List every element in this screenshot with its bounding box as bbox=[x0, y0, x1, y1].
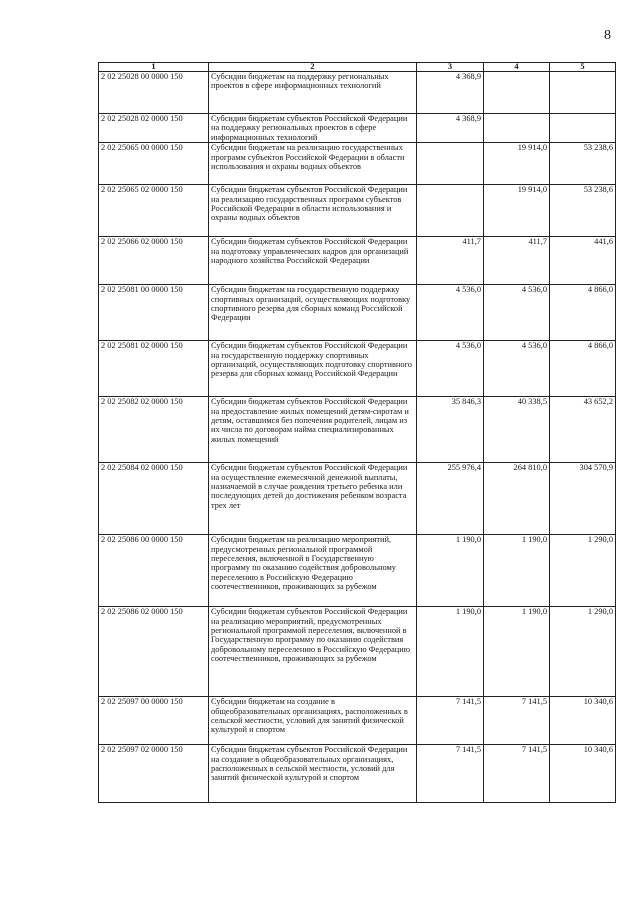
cell-v5: 304 570,9 bbox=[550, 463, 616, 535]
cell-v3: 7 141,5 bbox=[417, 745, 484, 803]
cell-code: 2 02 25028 02 0000 150 bbox=[99, 114, 209, 143]
cell-desc: Субсидии бюджетам субъектов Российской Федерации на осуществление ежемесячной денежной выплаты, назначаемой в случае рождения третьего ребенка или последующих детей до достижения ребенком возраста трех лет bbox=[209, 463, 417, 535]
cell-v4 bbox=[484, 114, 550, 143]
table-row bbox=[99, 114, 616, 143]
cell-code: 2 02 25082 02 0000 150 bbox=[99, 397, 209, 463]
cell-v3: 411,7 bbox=[417, 237, 484, 285]
column-header: 3 bbox=[417, 63, 484, 72]
cell-v3 bbox=[417, 143, 484, 185]
cell-v5: 4 866,0 bbox=[550, 341, 616, 397]
table-row bbox=[99, 535, 616, 607]
cell-v4: 1 190,0 bbox=[484, 607, 550, 697]
table-body bbox=[99, 72, 616, 803]
cell-desc: Субсидии бюджетам субъектов Российской Федерации на государственную поддержку спортивных организаций, осуществляющих подготовку спортивного резерва для сборных команд Российской Федерации bbox=[209, 341, 417, 397]
cell-v5 bbox=[550, 114, 616, 143]
cell-code: 2 02 25065 00 0000 150 bbox=[99, 143, 209, 185]
cell-v5: 43 652,2 bbox=[550, 397, 616, 463]
table-row bbox=[99, 463, 616, 535]
cell-desc: Субсидии бюджетам субъектов Российской Федерации на создание в общеобразовательных организациях, расположенных в сельской местности, условий для занятий физической культурой и спортом bbox=[209, 745, 417, 803]
table-header-row bbox=[99, 63, 616, 72]
cell-v4: 4 536,0 bbox=[484, 285, 550, 341]
table-row bbox=[99, 72, 616, 114]
table-row bbox=[99, 185, 616, 237]
cell-code: 2 02 25065 02 0000 150 bbox=[99, 185, 209, 237]
cell-desc: Субсидии бюджетам на реализацию государственных программ субъектов Российской Федерации в области использования и охраны водных объектов bbox=[209, 143, 417, 185]
cell-v5: 10 340,6 bbox=[550, 745, 616, 803]
column-header: 2 bbox=[209, 63, 417, 72]
column-header: 5 bbox=[550, 63, 616, 72]
cell-v3: 4 368,9 bbox=[417, 72, 484, 114]
cell-v3: 4 536,0 bbox=[417, 285, 484, 341]
table-row bbox=[99, 143, 616, 185]
cell-code: 2 02 25086 00 0000 150 bbox=[99, 535, 209, 607]
cell-v3: 1 190,0 bbox=[417, 607, 484, 697]
cell-v4: 19 914,0 bbox=[484, 185, 550, 237]
cell-desc: Субсидии бюджетам субъектов Российской Федерации на предоставление жилых помещений детям-сиротам и детям, оставшимся без попечения родителей, лицам из их числа по договорам найма специализированных жилых помещений bbox=[209, 397, 417, 463]
cell-v3: 35 846,3 bbox=[417, 397, 484, 463]
cell-v4: 4 536,0 bbox=[484, 341, 550, 397]
cell-desc: Субсидии бюджетам на поддержку региональных проектов в сфере информационных технологий bbox=[209, 72, 417, 114]
cell-desc: Субсидии бюджетам субъектов Российской Федерации на подготовку управленческих кадров для организаций народного хозяйства Российской Федерации bbox=[209, 237, 417, 285]
cell-v3: 4 368,9 bbox=[417, 114, 484, 143]
cell-v5: 10 340,6 bbox=[550, 697, 616, 745]
cell-v3 bbox=[417, 185, 484, 237]
table-row bbox=[99, 745, 616, 803]
column-header: 1 bbox=[99, 63, 209, 72]
table-row bbox=[99, 341, 616, 397]
table-row bbox=[99, 397, 616, 463]
cell-v4: 1 190,0 bbox=[484, 535, 550, 607]
cell-code: 2 02 25066 02 0000 150 bbox=[99, 237, 209, 285]
cell-v4: 411,7 bbox=[484, 237, 550, 285]
cell-v4: 40 338,5 bbox=[484, 397, 550, 463]
cell-v4 bbox=[484, 72, 550, 114]
page-number: 8 bbox=[604, 28, 611, 43]
cell-code: 2 02 25084 02 0000 150 bbox=[99, 463, 209, 535]
cell-desc: Субсидии бюджетам субъектов Российской Федерации на реализацию мероприятий, предусмотренных региональной программой переселения, включенной в Государственную программу по оказанию содействия добровольному переселению в Российскую Федерацию соотечественников, проживающих за рубежом bbox=[209, 607, 417, 697]
cell-v4: 7 141,5 bbox=[484, 697, 550, 745]
cell-code: 2 02 25097 00 0000 150 bbox=[99, 697, 209, 745]
table-row bbox=[99, 285, 616, 341]
column-header: 4 bbox=[484, 63, 550, 72]
cell-code: 2 02 25097 02 0000 150 bbox=[99, 745, 209, 803]
cell-v5: 441,6 bbox=[550, 237, 616, 285]
cell-v3: 4 536,0 bbox=[417, 341, 484, 397]
cell-code: 2 02 25081 00 0000 150 bbox=[99, 285, 209, 341]
cell-code: 2 02 25086 02 0000 150 bbox=[99, 607, 209, 697]
cell-desc: Субсидии бюджетам субъектов Российской Федерации на реализацию государственных программ субъектов Российской Федерации в области использования и охраны водных объектов bbox=[209, 185, 417, 237]
cell-desc: Субсидии бюджетам субъектов Российской Федерации на поддержку региональных проектов в сфере информационных технологий bbox=[209, 114, 417, 143]
cell-code: 2 02 25081 02 0000 150 bbox=[99, 341, 209, 397]
table-row bbox=[99, 607, 616, 697]
budget-table bbox=[98, 62, 616, 803]
cell-v4: 7 141,5 bbox=[484, 745, 550, 803]
cell-desc: Субсидии бюджетам на государственную поддержку спортивных организаций, осуществляющих подготовку спортивного резерва для сборных команд Российской Федерации bbox=[209, 285, 417, 341]
cell-v4: 264 810,0 bbox=[484, 463, 550, 535]
cell-desc: Субсидии бюджетам на реализацию мероприятий, предусмотренных региональной программой переселения, включенной в Государственную программу по оказанию содействия добровольному переселению в Российскую Федерацию соотечественников, проживающих за рубежом bbox=[209, 535, 417, 607]
table-row bbox=[99, 697, 616, 745]
cell-v5: 1 290,0 bbox=[550, 607, 616, 697]
cell-v3: 7 141,5 bbox=[417, 697, 484, 745]
cell-v5: 53 238,6 bbox=[550, 143, 616, 185]
cell-v3: 255 976,4 bbox=[417, 463, 484, 535]
cell-desc: Субсидии бюджетам на создание в общеобразовательных организациях, расположенных в сельской местности, условий для занятий физической культурой и спортом bbox=[209, 697, 417, 745]
cell-v3: 1 190,0 bbox=[417, 535, 484, 607]
cell-v5: 1 290,0 bbox=[550, 535, 616, 607]
cell-v5: 4 866,0 bbox=[550, 285, 616, 341]
cell-v5 bbox=[550, 72, 616, 114]
cell-v5: 53 238,6 bbox=[550, 185, 616, 237]
cell-v4: 19 914,0 bbox=[484, 143, 550, 185]
table-row bbox=[99, 237, 616, 285]
cell-code: 2 02 25028 00 0000 150 bbox=[99, 72, 209, 114]
